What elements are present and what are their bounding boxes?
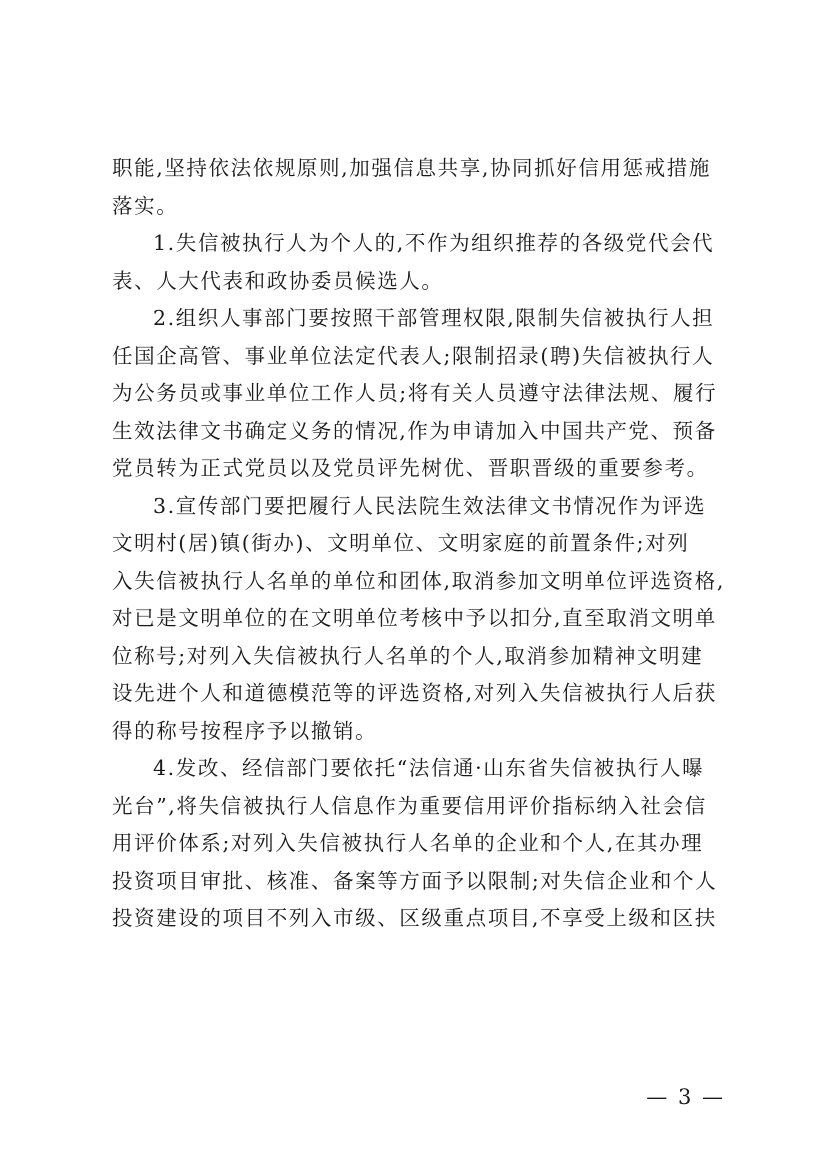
text-line: 任国企高管、事业单位法定代表人;限制招录(聘)失信被执行人 [112,343,715,368]
text-line: 投资建设的项目不列入市级、区级重点项目,不享受上级和区扶 [112,906,717,930]
text-line: 得的称号按程序予以撤销。 [112,718,378,743]
paragraph-2-start: 2.组织人事部门要按照干部管理权限,限制失信被执行人担 [153,306,715,330]
text-line: 对已是文明单位的在文明单位考核中予以扣分,直至取消文明单 [112,606,717,630]
text-line: 生效法律文书确定义务的情况,作为申请加入中国共产党、预备 [112,418,717,443]
text-line: 设先进个人和道德模范等的评选资格,对列入失信被执行人后获 [112,681,717,705]
text-line: 落实。 [112,193,179,218]
document-body [112,150,740,938]
page-number: — 3 — [646,1085,725,1109]
text-line: 入失信被执行人名单的单位和团体,取消参加文明单位评选资格, [112,568,725,593]
paragraph-4-start: 4.发改、经信部门要依托“法信通·山东省失信被执行人曝 [153,756,705,780]
text-line: 表、人大代表和政协委员候选人。 [112,268,444,293]
text-line: 位称号;对列入失信被执行人名单的个人,取消参加精神文明建 [112,643,704,668]
text-line: 用评价体系;对列入失信被执行人名单的企业和个人,在其办理 [112,831,704,855]
text-line: 光台”,将失信被执行人信息作为重要信用评价指标纳入社会信 [112,793,707,818]
text-line: 为公务员或事业单位工作人员;将有关人员遵守法律法规、履行 [112,381,718,405]
text-line: 职能,坚持依法依规原则,加强信息共享,协同抓好信用惩戒措施 [112,156,711,180]
paragraph-1-start: 1.失信被执行人为个人的,不作为组织推荐的各级党代会代 [153,231,715,255]
text-line: 党员转为正式党员以及党员评先树优、晋职晋级的重要参考。 [112,456,709,480]
text-line: 文明村(居)镇(街办)、文明单位、文明家庭的前置条件;对列 [112,531,690,555]
paragraph-3-start: 3.宣传部门要把履行人民法院生效法律文书情况作为评选 [153,493,707,518]
text-line: 投资项目审批、核准、备案等方面予以限制;对失信企业和个人 [112,868,718,893]
